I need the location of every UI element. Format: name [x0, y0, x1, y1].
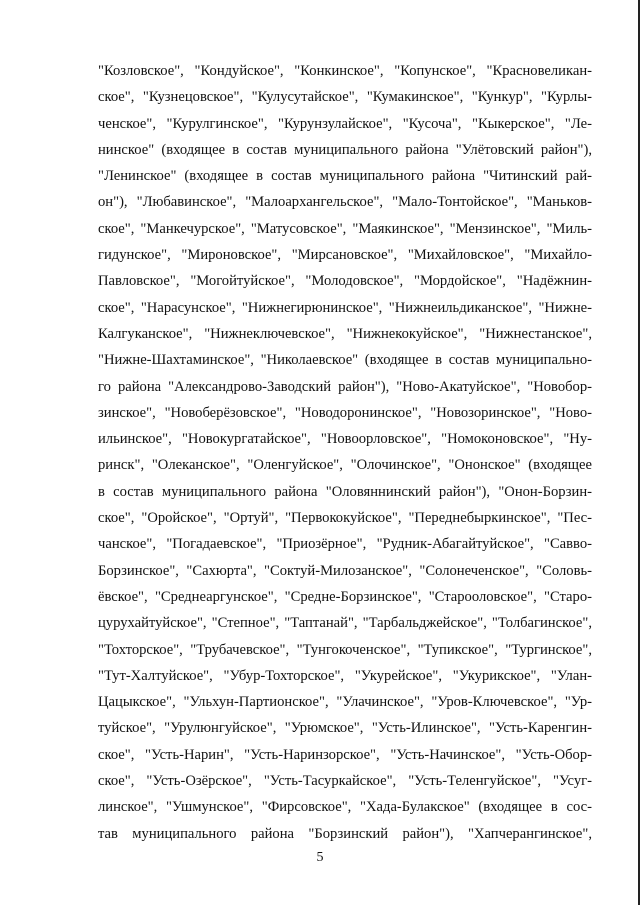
text-line: в состав муниципального района "Оловяннинский район"), "Онон-Борзин-: [98, 483, 592, 500]
text-line: го района "Александрово-Заводский район"), "Ново-Акатуйское", "Новобор-: [98, 378, 592, 395]
text-line: "Тохторское", "Трубачевское", "Тунгокоченское", "Тупикское", "Тургинское",: [98, 641, 592, 658]
text-line: Цацыкское", "Ульхун-Партионское", "Улачинское", "Уров-Ключевское", "Ур-: [98, 694, 592, 711]
text-line: тав муниципального района "Борзинский район"), "Хапчерангинское",: [98, 825, 592, 842]
text-line: зинское", "Новоберёзовское", "Новодоронинское", "Новозоринское", "Ново-: [98, 404, 592, 421]
page-number: 5: [316, 850, 324, 865]
text-line: линское", "Ушмунское", "Фирсовское", "Хада-Булакское" (входящее в сос-: [98, 799, 592, 816]
text-line: ёвское", "Среднеаргунское", "Средне-Борзинское", "Старооловское", "Старо-: [98, 588, 592, 605]
text-line: Павловское", "Могойтуйское", "Молодовское", "Мордойское", "Надёжнин-: [98, 273, 592, 290]
text-line: ское", "Кузнецовское", "Кулусутайское", "Кумакинское", "Кункур", "Курлы-: [98, 89, 592, 106]
text-line: ское", "Оройское", "Ортуй", "Первококуйское", "Переднебыркинское", "Пес-: [98, 510, 592, 527]
text-line: гидунское", "Мироновское", "Мирсановское", "Михайловское", "Михайло-: [98, 247, 592, 264]
text-line: ское", "Усть-Нарин", "Усть-Наринзорское", "Усть-Начинское", "Усть-Обор-: [98, 746, 592, 763]
text-line: он"), "Любавинское", "Малоархангельское", "Мало-Тонтойское", "Маньков-: [98, 194, 592, 211]
text-line: "Козловское", "Кондуйское", "Конкинское", "Копунское", "Красновеликан-: [98, 63, 592, 79]
text-line: ское", "Усть-Озёрское", "Усть-Тасуркайское", "Усть-Теленгуйское", "Усуг-: [98, 773, 592, 790]
text-line: ченское", "Курулгинское", "Курунзулайское", "Кусоча", "Кыкерское", "Ле-: [98, 115, 592, 132]
text-line: "Тут-Халтуйское", "Убур-Тохторское", "Укурейское", "Укурикское", "Улан-: [98, 667, 592, 684]
text-line: ское", "Манкечурское", "Матусовское", "Маякинское", "Мензинское", "Миль-: [98, 220, 592, 237]
text-line: ринск", "Олеканское", "Оленгуйское", "Олочинское", "Ононское" (входящее: [98, 457, 592, 474]
text-line: Борзинское", "Сахюрта", "Соктуй-Милозанское", "Солонеченское", "Соловь-: [98, 562, 592, 579]
body-text: [98, 58, 592, 847]
text-line: цурухайтуйское", "Степное", "Таптанай", "Тарбальджейское", "Толбагинское",: [98, 615, 592, 632]
text-line: нинское" (входящее в состав муниципального района "Улётовский район"),: [98, 141, 592, 158]
text-line: Калгуканское", "Нижнеключевское", "Нижнекокуйское", "Нижнестанское",: [98, 325, 592, 342]
text-line: "Нижне-Шахтаминское", "Николаевское" (входящее в состав муниципально-: [98, 352, 592, 369]
text-line: ильинское", "Новокургатайское", "Новоорловское", "Номоконовское", "Ну-: [98, 431, 592, 448]
text-line: туйское", "Урулюнгуйское", "Урюмское", "Усть-Илинское", "Усть-Каренгин-: [98, 720, 592, 737]
text-line: ское", "Нарасунское", "Нижнегирюнинское", "Нижнеильдиканское", "Нижне-: [98, 299, 592, 316]
text-line: "Ленинское" (входящее в состав муниципального района "Читинский рай-: [98, 168, 592, 185]
text-line: чанское", "Погадаевское", "Приозёрное", "Рудник-Абагайтуйское", "Савво-: [98, 536, 592, 553]
